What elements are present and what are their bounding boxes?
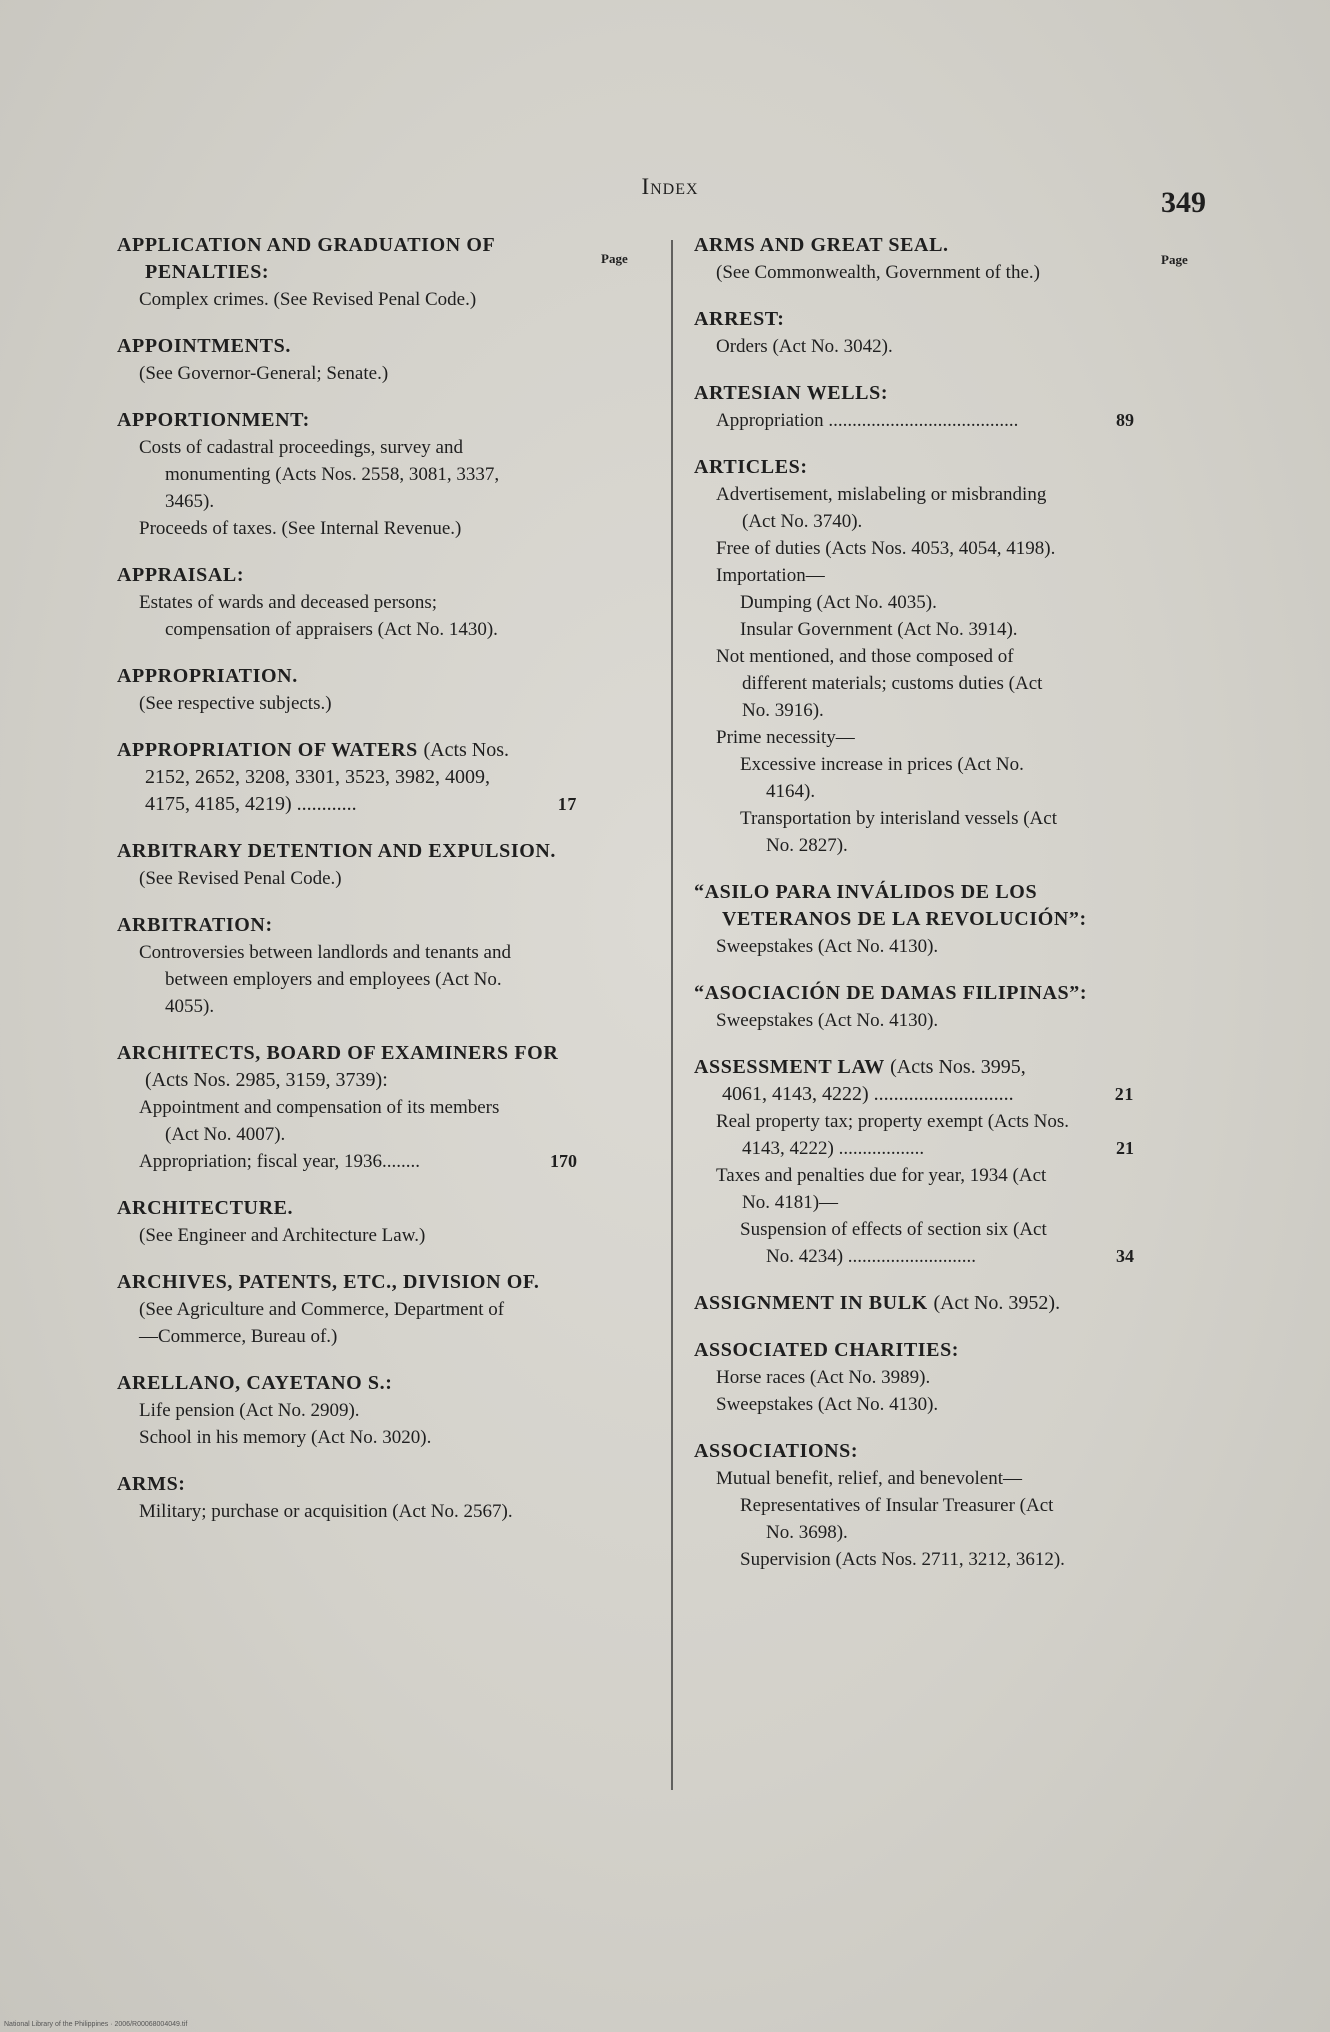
entry-heading (117, 1370, 577, 1397)
entry-subitem-text: Dumping (Act No. 4035). (740, 592, 937, 613)
entry-subitem (117, 286, 577, 313)
entry-subitem-text: Transportation by interisland vessels (Act No. 2827). (740, 808, 1057, 856)
entry-heading (117, 407, 577, 434)
entry-heading (117, 912, 577, 939)
entry-heading-text: ARTESIAN WELLS: (694, 382, 889, 404)
index-entry (117, 838, 577, 892)
entry-heading-text: ARCHIVES, PATENTS, ETC., DIVISION OF. (117, 1271, 540, 1293)
entry-heading (117, 1195, 577, 1222)
page-ref: 89 (1116, 410, 1134, 430)
entry-heading-text: ARTICLES: (694, 456, 808, 478)
entry-subitem (117, 939, 577, 1020)
entry-subitem (694, 535, 1134, 562)
entry-subitem (694, 1216, 1134, 1270)
entry-heading-text: APPRAISAL: (117, 564, 245, 586)
entry-heading (117, 1269, 577, 1296)
entry-heading (694, 1337, 1134, 1364)
entry-subitem (694, 1108, 1134, 1162)
entry-heading-acts: (Acts Nos. 2152, 2652, 3208, 3301, 3523, 3982, 4009, 4175, 4185, 4219) ............ (145, 739, 510, 815)
index-entry (694, 380, 1134, 434)
index-entry (117, 562, 577, 643)
entry-subitem (694, 259, 1134, 286)
entry-subitem-text: Appointment and compensation of its members (Act No. 4007). (139, 1097, 500, 1145)
entry-subitem (694, 724, 1134, 751)
entry-subitem-text: Importation— (716, 565, 825, 586)
entry-subitem-text: (See Revised Penal Code.) (139, 868, 342, 889)
entry-heading-text: APPOINTMENTS. (117, 335, 291, 357)
entry-subitem-text: Not mentioned, and those composed of different materials; customs duties (Act No. 3916). (716, 646, 1043, 721)
entry-subitem-text: Sweepstakes (Act No. 4130). (716, 1010, 939, 1031)
entry-heading-text: ARBITRARY DETENTION AND EXPULSION. (117, 840, 557, 862)
right-index-column (694, 232, 1134, 1593)
index-entry (694, 1337, 1134, 1418)
entry-subitem-text: (See Agriculture and Commerce, Department of—Commerce, Bureau of.) (139, 1299, 505, 1347)
entry-subitem (694, 562, 1134, 589)
entry-subitem-text: (See Commonwealth, Government of the.) (716, 262, 1040, 283)
entry-subitem (694, 1492, 1134, 1546)
index-entry (117, 1195, 577, 1249)
entry-heading-text: ASSIGNMENT IN BULK (694, 1292, 928, 1314)
entry-subitem-text: Representatives of Insular Treasurer (Act No. 3698). (740, 1495, 1054, 1543)
entry-heading-text: APPROPRIATION OF WATERS (117, 739, 418, 761)
entry-heading (694, 1054, 1134, 1108)
entry-subitem (117, 1498, 577, 1525)
entry-subitem (694, 333, 1134, 360)
index-entry (117, 1370, 577, 1451)
entry-subitem (117, 1222, 577, 1249)
entry-heading (117, 737, 577, 818)
entry-subitem (694, 1391, 1134, 1418)
entry-subitem-text: Sweepstakes (Act No. 4130). (716, 936, 939, 957)
entry-subitem-text: Suspension of effects of section six (Act No. 4234) ........................... (740, 1219, 1047, 1267)
entry-subitem-text: Excessive increase in prices (Act No. 4164). (740, 754, 1024, 802)
entry-heading (117, 562, 577, 589)
index-entry (117, 912, 577, 1020)
page-column-label-left: Page (601, 251, 628, 266)
entry-subitem (117, 1094, 577, 1148)
entry-subitem-text: Sweepstakes (Act No. 4130). (716, 1394, 939, 1415)
page-ref: 21 (1116, 1138, 1134, 1158)
entry-subitem (694, 1364, 1134, 1391)
entry-subitem-text: Supervision (Acts Nos. 2711, 3212, 3612). (740, 1549, 1065, 1570)
index-entry (117, 232, 577, 313)
index-entry (694, 232, 1134, 286)
entry-heading-text: APPORTIONMENT: (117, 409, 310, 431)
entry-heading (694, 879, 1134, 933)
entry-subitem-text: (See respective subjects.) (139, 693, 332, 714)
entry-subitem-text: School in his memory (Act No. 3020). (139, 1427, 432, 1448)
page-title: Index (641, 174, 699, 199)
entry-heading (694, 306, 1134, 333)
index-entry (694, 980, 1134, 1034)
entry-heading-text: “ASOCIACIÓN DE DAMAS FILIPINAS”: (694, 982, 1088, 1004)
index-entry (694, 1438, 1134, 1573)
entry-subitem-text: Taxes and penalties due for year, 1934 (Act No. 4181)— (716, 1165, 1047, 1213)
index-entry (694, 1054, 1134, 1270)
entry-heading-text: ARMS: (117, 1473, 186, 1495)
entry-subitem-text: Controversies between landlords and tenants and between employers and employees (Act No. 4055). (139, 942, 511, 1017)
entry-subitem (117, 360, 577, 387)
index-entry (117, 663, 577, 717)
column-divider (671, 240, 673, 1790)
entry-subitem (694, 616, 1134, 643)
entry-heading-acts: (Acts Nos. 2985, 3159, 3739): (145, 1069, 388, 1091)
entry-heading (117, 232, 577, 286)
entry-heading-text: ARREST: (694, 308, 785, 330)
entry-subitem-text: Military; purchase or acquisition (Act No. 2567). (139, 1501, 513, 1522)
index-entry (117, 1040, 577, 1175)
entry-subitem (117, 865, 577, 892)
scan-footer: National Library of the Philippines · 2006/R00068004049.tif (4, 2021, 188, 2028)
entry-subitem-text: Prime necessity— (716, 727, 855, 748)
entry-subitem (694, 643, 1134, 724)
page-ref: 170 (550, 1151, 577, 1171)
entry-heading (117, 663, 577, 690)
entry-subitem-text: Orders (Act No. 3042). (716, 336, 893, 357)
entry-heading (694, 454, 1134, 481)
entry-heading-text: ASSOCIATED CHARITIES: (694, 1339, 960, 1361)
entry-subitem-text: Horse races (Act No. 3989). (716, 1367, 931, 1388)
index-entry (117, 1269, 577, 1350)
entry-subitem (694, 751, 1134, 805)
entry-subitem-text: Appropriation ........................................ (716, 410, 1019, 431)
page-ref: 34 (1116, 1246, 1134, 1266)
entry-subitem-text: Real property tax; property exempt (Acts Nos. 4143, 4222) .................. (716, 1111, 1069, 1159)
page-ref: 17 (557, 794, 577, 814)
entry-subitem (117, 1424, 577, 1451)
page-column-label-right: Page (1161, 252, 1188, 267)
entry-heading-text: ARCHITECTS, BOARD OF EXAMINERS FOR (117, 1042, 559, 1064)
entry-subitem (694, 407, 1134, 434)
entry-heading-text: “ASILO PARA INVÁLIDOS DE LOS VETERANOS DE LA REVOLUCIÓN”: (694, 881, 1087, 930)
entry-subitem (117, 690, 577, 717)
entry-heading-text: ASSESSMENT LAW (694, 1056, 885, 1078)
entry-heading-text: ARBITRATION: (117, 914, 273, 936)
page-ref: 21 (1114, 1084, 1134, 1104)
entry-subitem (694, 481, 1134, 535)
entry-subitem (117, 589, 577, 643)
entry-subitem (694, 1546, 1134, 1573)
index-entry (694, 306, 1134, 360)
entry-subitem (694, 1007, 1134, 1034)
entry-subitem-text: Life pension (Act No. 2909). (139, 1400, 360, 1421)
entry-subitem-text: Estates of wards and deceased persons; compensation of appraisers (Act No. 1430). (139, 592, 498, 640)
entry-subitem-text: Free of duties (Acts Nos. 4053, 4054, 4198). (716, 538, 1056, 559)
left-index-column (117, 232, 577, 1545)
entry-subitem (694, 1465, 1134, 1492)
entry-subitem-text: Mutual benefit, relief, and benevolent— (716, 1468, 1023, 1489)
entry-heading-text: APPLICATION AND GRADUATION OF PENALTIES: (117, 234, 495, 283)
entry-subitem-text: (See Governor-General; Senate.) (139, 363, 389, 384)
entry-subitem-text: Proceeds of taxes. (See Internal Revenue.) (139, 518, 462, 539)
entry-heading (694, 1290, 1134, 1317)
entry-heading (694, 980, 1134, 1007)
entry-subitem-text: Insular Government (Act No. 3914). (740, 619, 1018, 640)
entry-subitem (694, 1162, 1134, 1216)
index-entry (117, 333, 577, 387)
entry-subitem (694, 933, 1134, 960)
entry-subitem-text: Advertisement, mislabeling or misbranding (Act No. 3740). (716, 484, 1047, 532)
entry-heading (694, 232, 1134, 259)
index-entry (694, 454, 1134, 859)
page-number: 349 (1161, 186, 1206, 219)
index-entry (694, 879, 1134, 960)
entry-heading (694, 380, 1134, 407)
entry-heading-text: APPROPRIATION. (117, 665, 298, 687)
entry-heading-text: ASSOCIATIONS: (694, 1440, 859, 1462)
index-entry (117, 407, 577, 542)
entry-heading (694, 1438, 1134, 1465)
entry-subitem (694, 589, 1134, 616)
entry-subitem-text: (See Engineer and Architecture Law.) (139, 1225, 426, 1246)
entry-subitem-text: Costs of cadastral proceedings, survey and monumenting (Acts Nos. 2558, 3081, 3337, 3465). (139, 437, 500, 512)
entry-subitem (117, 1148, 577, 1175)
entry-subitem (117, 1296, 577, 1350)
entry-heading-text: ARCHITECTURE. (117, 1197, 294, 1219)
entry-heading (117, 838, 577, 865)
entry-heading-acts: (Act No. 3952). (933, 1292, 1061, 1314)
entry-subitem (117, 515, 577, 542)
entry-heading-acts: (Acts Nos. 3995, 4061, 4143, 4222) ............................ (722, 1056, 1026, 1105)
entry-heading (117, 1040, 577, 1094)
entry-heading (117, 1471, 577, 1498)
index-entry (694, 1290, 1134, 1317)
index-entry (117, 1471, 577, 1525)
entry-subitem-text: Appropriation; fiscal year, 1936........ (139, 1151, 421, 1172)
entry-subitem (117, 434, 577, 515)
entry-heading (117, 333, 577, 360)
entry-subitem-text: Complex crimes. (See Revised Penal Code.) (139, 289, 477, 310)
index-entry (117, 737, 577, 818)
entry-heading-text: ARELLANO, CAYETANO S.: (117, 1372, 393, 1394)
entry-subitem (694, 805, 1134, 859)
entry-heading-text: ARMS AND GREAT SEAL. (694, 234, 949, 256)
entry-subitem (117, 1397, 577, 1424)
